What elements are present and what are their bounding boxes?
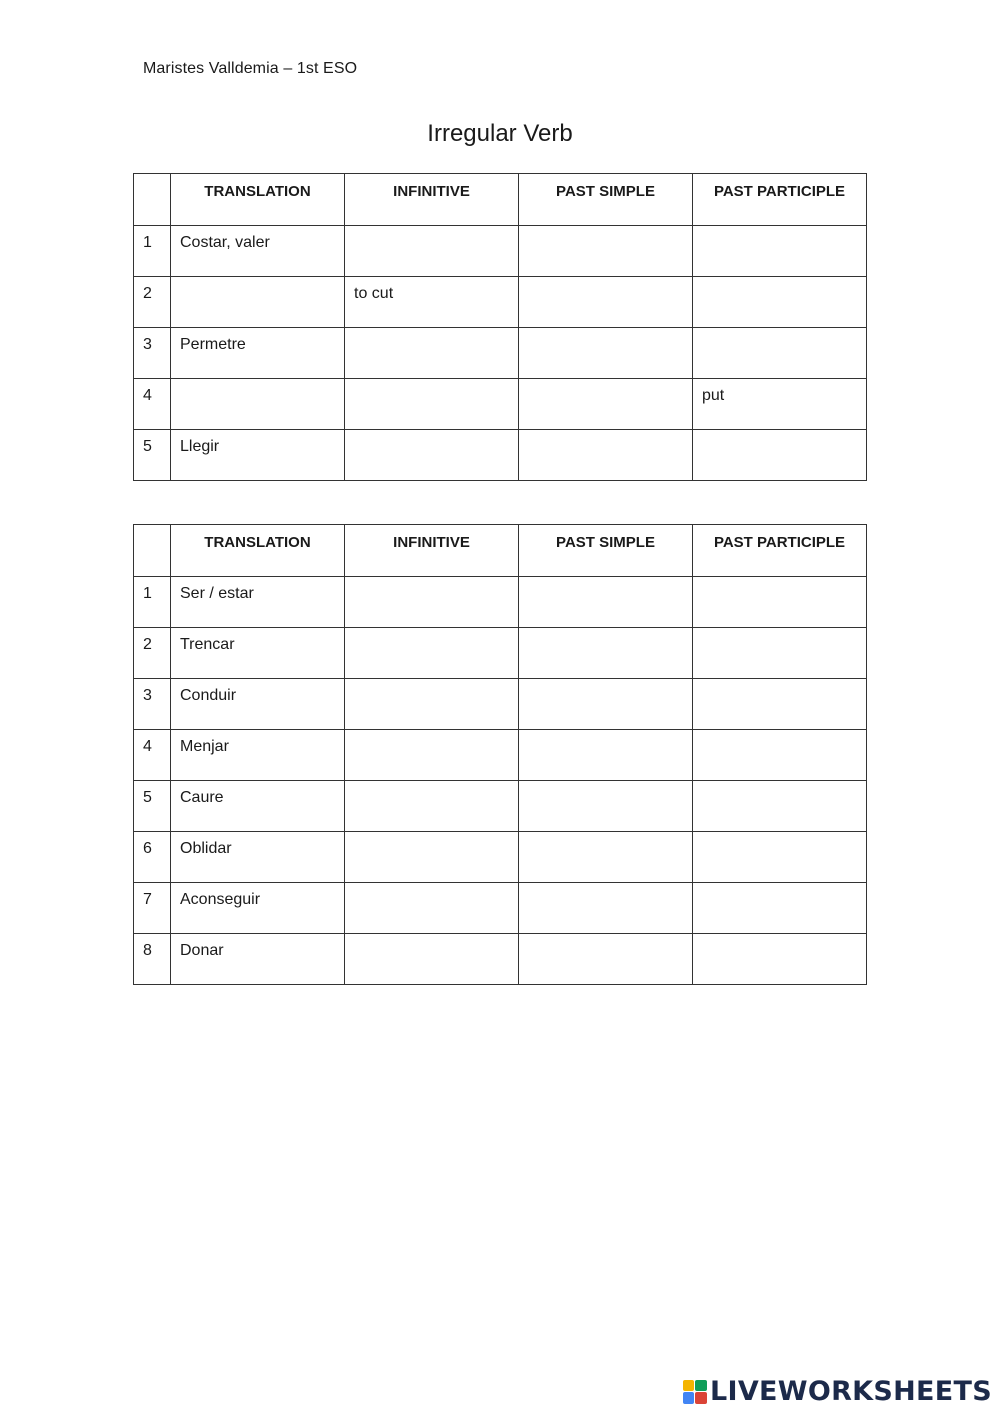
past-participle-cell[interactable] bbox=[693, 277, 867, 328]
table-row bbox=[134, 226, 867, 277]
translation-cell[interactable]: Aconseguir bbox=[171, 883, 345, 934]
liveworksheets-brand bbox=[683, 1376, 992, 1407]
infinitive-cell[interactable] bbox=[345, 730, 519, 781]
translation-cell[interactable]: Trencar bbox=[171, 628, 345, 679]
translation-cell[interactable] bbox=[171, 379, 345, 430]
page-title: Irregular Verb bbox=[427, 120, 573, 147]
column-header-translation: TRANSLATION bbox=[171, 174, 345, 226]
infinitive-cell[interactable] bbox=[345, 577, 519, 628]
past-participle-cell[interactable] bbox=[693, 883, 867, 934]
infinitive-cell[interactable] bbox=[345, 781, 519, 832]
column-header-past-simple: PAST SIMPLE bbox=[519, 174, 693, 226]
logo-square bbox=[683, 1392, 695, 1404]
translation-cell[interactable]: Caure bbox=[171, 781, 345, 832]
infinitive-cell[interactable] bbox=[345, 832, 519, 883]
past-simple-cell[interactable] bbox=[519, 430, 693, 481]
table-row bbox=[134, 379, 867, 430]
table-row bbox=[134, 277, 867, 328]
past-simple-cell[interactable] bbox=[519, 328, 693, 379]
table-row bbox=[134, 832, 867, 883]
past-participle-cell[interactable] bbox=[693, 679, 867, 730]
logo-square bbox=[683, 1380, 695, 1392]
table-row bbox=[134, 934, 867, 985]
past-participle-cell[interactable] bbox=[693, 730, 867, 781]
row-number: 2 bbox=[134, 628, 171, 679]
column-header-number bbox=[134, 174, 171, 226]
row-number: 2 bbox=[134, 277, 171, 328]
row-number: 7 bbox=[134, 883, 171, 934]
past-simple-cell[interactable] bbox=[519, 679, 693, 730]
table-row bbox=[134, 730, 867, 781]
past-participle-cell[interactable]: put bbox=[693, 379, 867, 430]
verb-table-1 bbox=[133, 173, 867, 481]
past-simple-cell[interactable] bbox=[519, 577, 693, 628]
column-header-infinitive: INFINITIVE bbox=[345, 525, 519, 577]
past-participle-cell[interactable] bbox=[693, 577, 867, 628]
liveworksheets-logo-icon bbox=[683, 1380, 707, 1404]
infinitive-cell[interactable] bbox=[345, 328, 519, 379]
column-header-translation: TRANSLATION bbox=[171, 525, 345, 577]
past-simple-cell[interactable] bbox=[519, 277, 693, 328]
past-simple-cell[interactable] bbox=[519, 730, 693, 781]
past-simple-cell[interactable] bbox=[519, 379, 693, 430]
infinitive-cell[interactable] bbox=[345, 379, 519, 430]
translation-cell[interactable]: Conduir bbox=[171, 679, 345, 730]
infinitive-cell[interactable] bbox=[345, 934, 519, 985]
table-row bbox=[134, 781, 867, 832]
row-number: 5 bbox=[134, 781, 171, 832]
table-row bbox=[134, 883, 867, 934]
infinitive-cell[interactable] bbox=[345, 679, 519, 730]
infinitive-cell[interactable]: to cut bbox=[345, 277, 519, 328]
past-simple-cell[interactable] bbox=[519, 628, 693, 679]
verb-table-2 bbox=[133, 524, 867, 985]
row-number: 1 bbox=[134, 226, 171, 277]
table-header-row bbox=[134, 174, 867, 226]
table-row bbox=[134, 328, 867, 379]
past-participle-cell[interactable] bbox=[693, 226, 867, 277]
translation-cell[interactable]: Llegir bbox=[171, 430, 345, 481]
past-participle-cell[interactable] bbox=[693, 934, 867, 985]
past-participle-cell[interactable] bbox=[693, 832, 867, 883]
past-simple-cell[interactable] bbox=[519, 226, 693, 277]
past-participle-cell[interactable] bbox=[693, 430, 867, 481]
translation-cell[interactable]: Permetre bbox=[171, 328, 345, 379]
past-simple-cell[interactable] bbox=[519, 832, 693, 883]
table-row bbox=[134, 628, 867, 679]
past-simple-cell[interactable] bbox=[519, 883, 693, 934]
translation-cell[interactable]: Oblidar bbox=[171, 832, 345, 883]
row-number: 4 bbox=[134, 730, 171, 781]
column-header-past-participle: PAST PARTICIPLE bbox=[693, 525, 867, 577]
table-row bbox=[134, 679, 867, 730]
past-simple-cell[interactable] bbox=[519, 781, 693, 832]
table-header-row bbox=[134, 525, 867, 577]
infinitive-cell[interactable] bbox=[345, 883, 519, 934]
past-simple-cell[interactable] bbox=[519, 934, 693, 985]
column-header-past-simple: PAST SIMPLE bbox=[519, 525, 693, 577]
header-note: Maristes Valldemia – 1st ESO bbox=[143, 60, 358, 77]
column-header-number bbox=[134, 525, 171, 577]
logo-square bbox=[695, 1380, 707, 1392]
row-number: 5 bbox=[134, 430, 171, 481]
infinitive-cell[interactable] bbox=[345, 430, 519, 481]
brand-name: LIVEWORKSHEETS bbox=[709, 1376, 992, 1407]
infinitive-cell[interactable] bbox=[345, 628, 519, 679]
past-participle-cell[interactable] bbox=[693, 328, 867, 379]
row-number: 6 bbox=[134, 832, 171, 883]
translation-cell[interactable]: Menjar bbox=[171, 730, 345, 781]
row-number: 3 bbox=[134, 328, 171, 379]
row-number: 8 bbox=[134, 934, 171, 985]
table-row bbox=[134, 430, 867, 481]
translation-cell[interactable] bbox=[171, 277, 345, 328]
past-participle-cell[interactable] bbox=[693, 628, 867, 679]
column-header-infinitive: INFINITIVE bbox=[345, 174, 519, 226]
logo-square bbox=[695, 1392, 707, 1404]
row-number: 4 bbox=[134, 379, 171, 430]
translation-cell[interactable]: Ser / estar bbox=[171, 577, 345, 628]
past-participle-cell[interactable] bbox=[693, 781, 867, 832]
translation-cell[interactable]: Costar, valer bbox=[171, 226, 345, 277]
row-number: 1 bbox=[134, 577, 171, 628]
table-row bbox=[134, 577, 867, 628]
infinitive-cell[interactable] bbox=[345, 226, 519, 277]
row-number: 3 bbox=[134, 679, 171, 730]
translation-cell[interactable]: Donar bbox=[171, 934, 345, 985]
column-header-past-participle: PAST PARTICIPLE bbox=[693, 174, 867, 226]
